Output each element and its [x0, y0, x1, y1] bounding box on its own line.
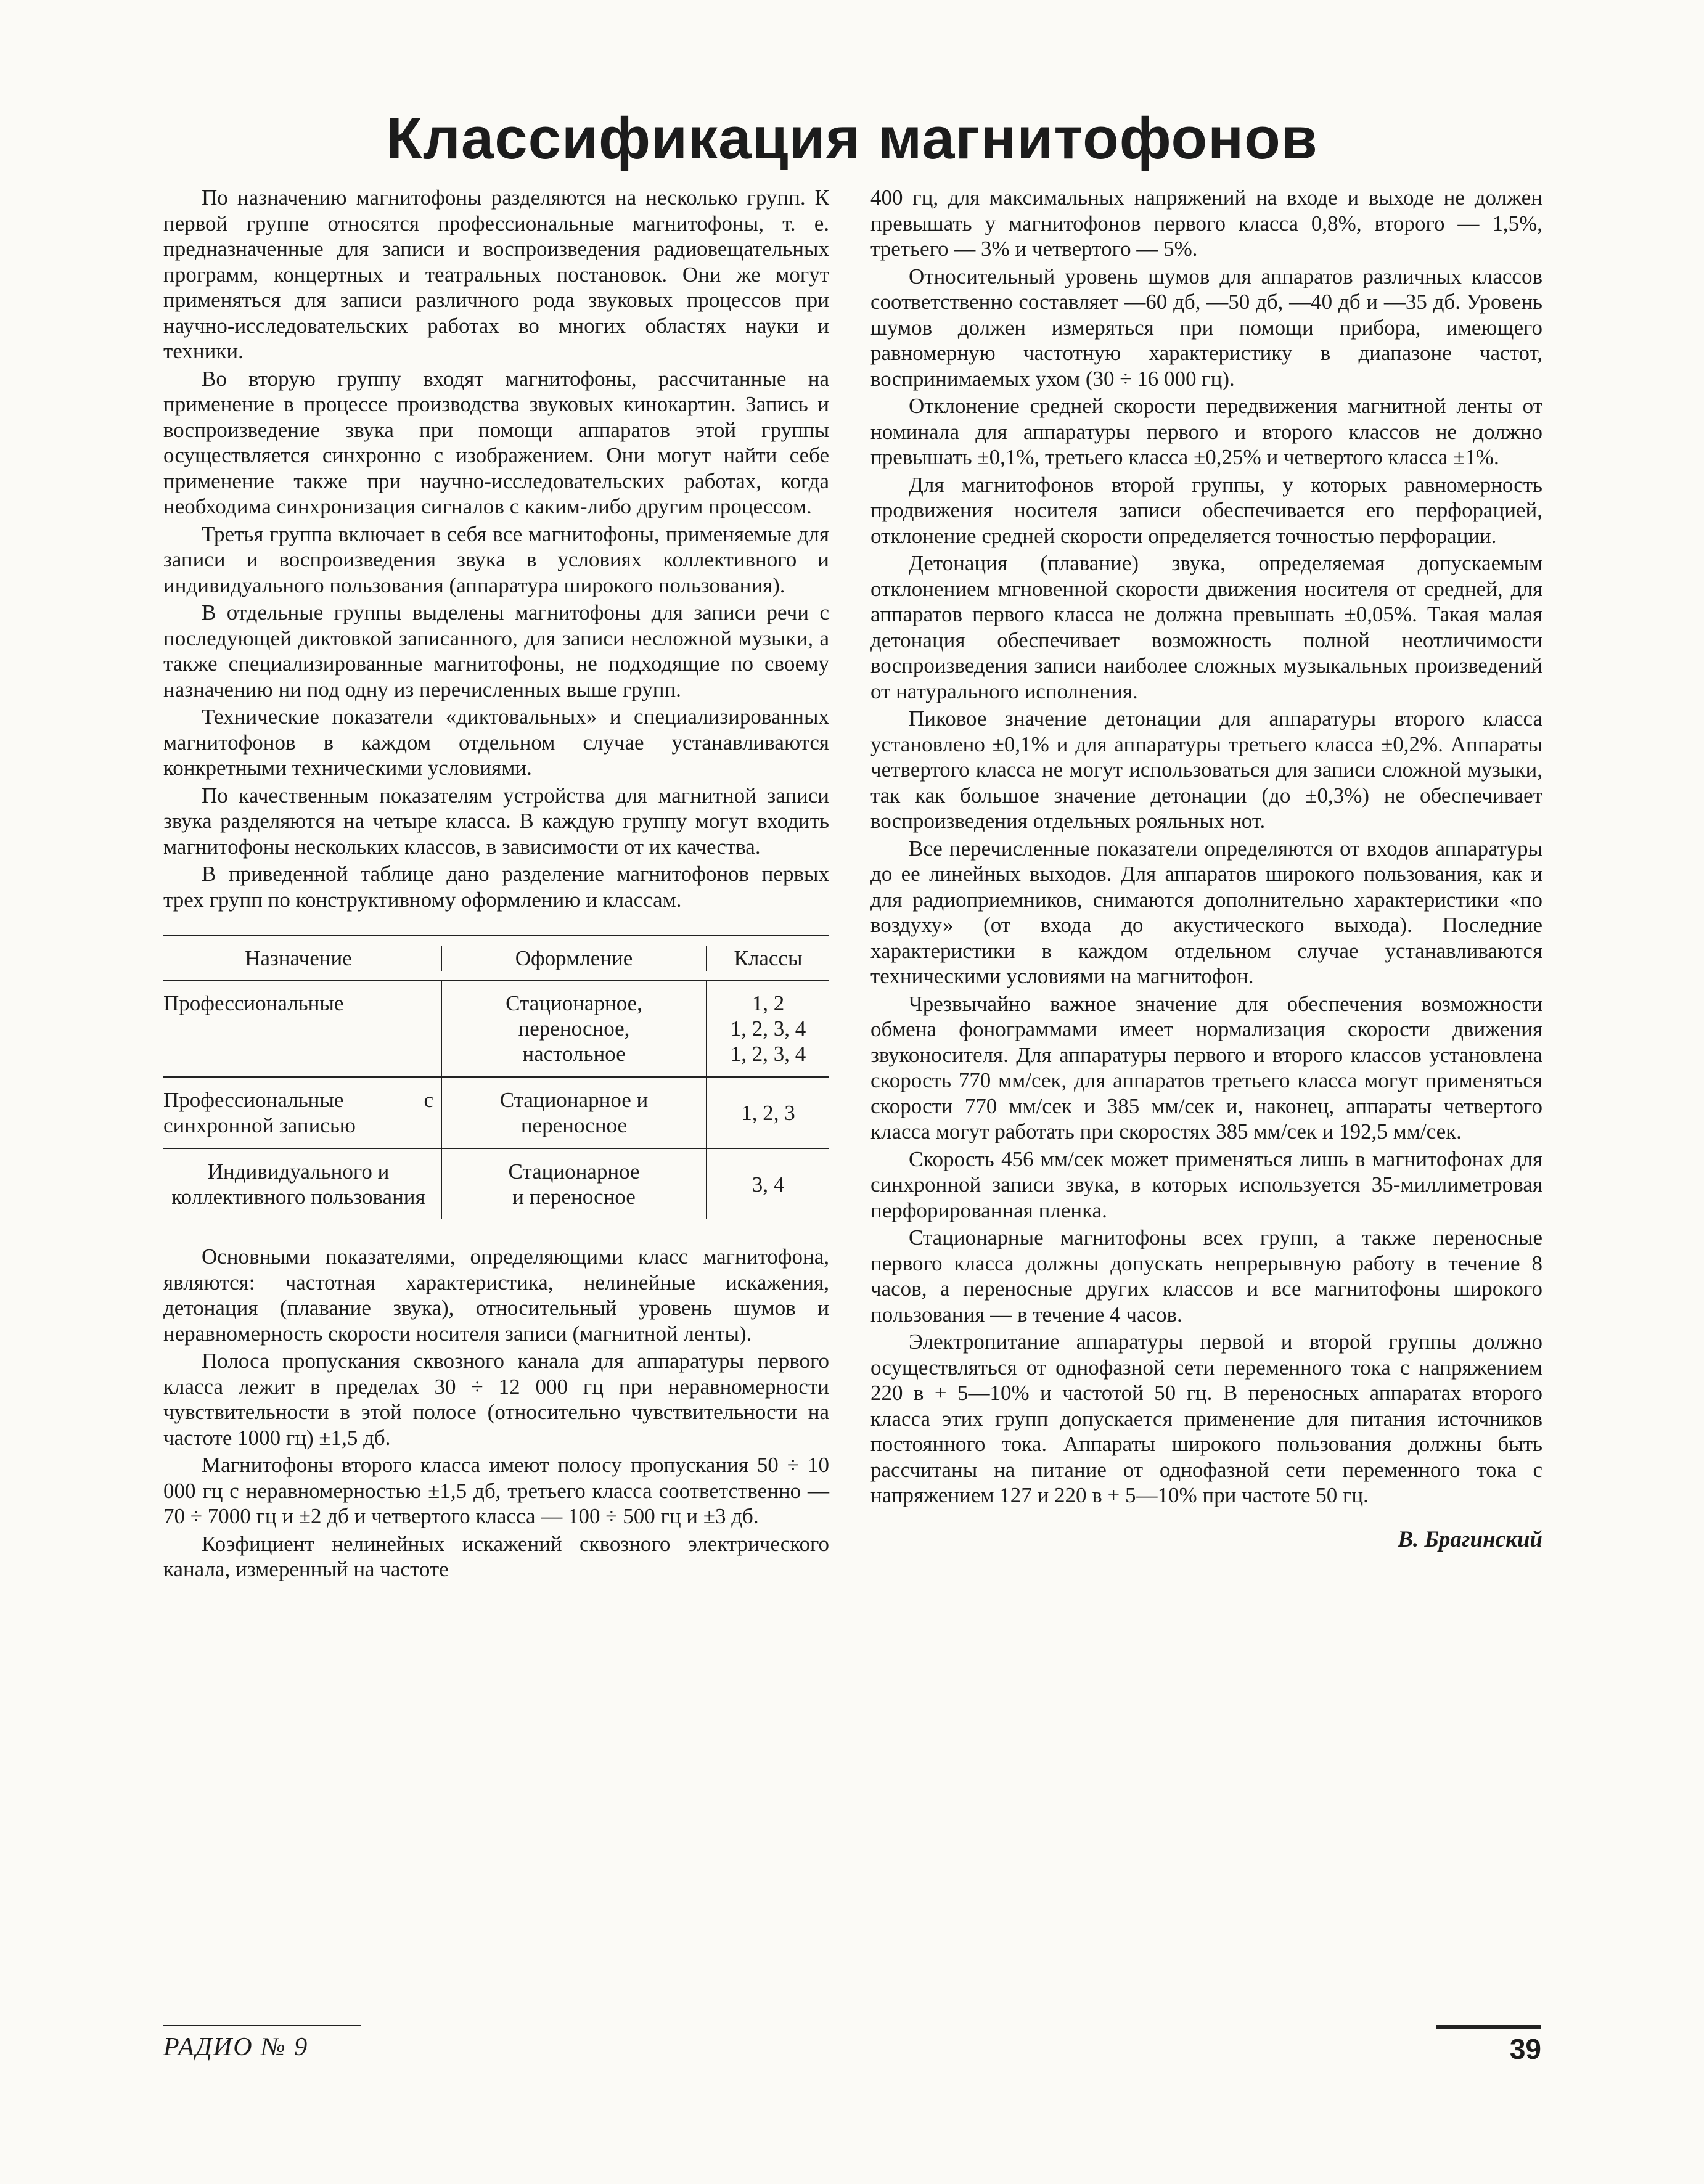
- design-line: Стационарное: [508, 1159, 640, 1184]
- paragraph: По качественным показателям устройства для магнитной записи звука разделяются на четыре класса. В каждую группу могут входить магнитофоны нескольких классов, в зависимости от их качества.: [163, 783, 829, 859]
- design-line: переносное: [520, 1113, 628, 1137]
- paragraph: Технические показатели «диктовальных» и специализированных магнитофонов в каждом отдельном случае устанавливаются конкретными техническими условиями.: [163, 705, 829, 780]
- paragraph: Отклонение средней скорости передвижения магнитной ленты от номинала для аппаратуры первого и второго классов не должно превышать ±0,1%, третьего класса ±0,25% и четвертого класса ±1%.: [870, 394, 1542, 469]
- page-number: 39: [1436, 2025, 1541, 2066]
- cell-design: [441, 1149, 706, 1219]
- cell-design: [441, 981, 706, 1076]
- page-title: Классификация магнитофонов: [386, 105, 1318, 171]
- table-row: [163, 1149, 829, 1219]
- cell-classes: [706, 981, 829, 1076]
- paragraph: Чрезвычайно важное значение для обеспечения возможности обмена фонограммами имеет нормализация скорости движения звуконосителя. Для аппаратуры первого и второго классов установлена скорость 770 мм/сек, для аппаратов третьего класса могут применяться скорости 770 мм/сек и 385 мм/сек и, наконец, аппараты четвертого класса могут работать при скоростях 385 мм/сек и 192,5 мм/сек.: [870, 991, 1542, 1143]
- paragraph: Относительный уровень шумов для аппаратов различных классов соответственно составляет —60 дб, —50 дб, —40 дб и —35 дб. Уровень шумов должен измеряться при помощи прибора, имеющего равномерную частотную характеристику в диапазоне частот, воспринимаемых ухом (30 ÷ 16 000 гц).: [870, 264, 1542, 391]
- paragraph: Третья группа включает в себя все магнитофоны, применяемые для записи и воспроизведения звука в условиях коллективного и индивидуального пользования (аппаратура широкого пользования).: [163, 521, 829, 597]
- paragraph: Полоса пропускания сквозного канала для аппаратуры первого класса лежит в пределах 30 ÷ 12 000 гц при неравномерности чувствительности в этой полосе (относительно чувствительности на частоте 1000 гц) ±1,5 дб.: [163, 1349, 829, 1450]
- cell-classes: [706, 1078, 829, 1148]
- header-classes: Классы: [706, 946, 829, 971]
- design-line: и переносное: [512, 1185, 636, 1209]
- classification-table: [163, 935, 829, 1219]
- author-signature: В. Брагинский: [1398, 1526, 1542, 1552]
- paragraph: Магнитофоны второго класса имеют полосу пропускания 50 ÷ 10 000 гц с неравномерностью ±1,5 дб, третьего класса соответственно — 70 ÷ 7000 гц и ±2 дб и четвертого класса — 100 ÷ 500 гц и ±3 дб.: [163, 1453, 829, 1528]
- design-line: Стационарное и: [499, 1088, 649, 1112]
- cell-purpose: Индивидуального и коллективного пользования: [171, 1159, 425, 1209]
- paragraph: Для магнитофонов второй группы, у которых равномерность продвижения носителя записи обеспечивается его перфорацией, отклонение средней скорости определяется точностью перфорации.: [870, 472, 1542, 548]
- paragraph: 400 гц, для максимальных напряжений на входе и выходе не должен превышать у магнитофонов первого класса 0,8%, второго — 1,5%, третьего — 3% и четвертого — 5%.: [870, 186, 1542, 261]
- header-purpose: Назначение: [245, 946, 352, 970]
- paragraph: Скорость 456 мм/сек может применяться лишь в магнитофонах для синхронной записи звука, в которых используется 35-миллиметровая перфорированная пленка.: [870, 1147, 1542, 1222]
- paragraph: Пиковое значение детонации для аппаратуры второго класса установлено ±0,1% и для аппаратуры третьего класса ±0,2%. Аппараты четвертого класса не могут использоваться для записи сложной музыки, так как большое значение детонации (до ±0,3%) не обеспечивает воспроизведения отдельных рояльных нот.: [870, 706, 1542, 833]
- header-design: Оформление: [441, 946, 706, 971]
- classes-line: 1, 2, 3, 4: [730, 1042, 806, 1066]
- paragraph: Основными показателями, определяющими класс магнитофона, являются: частотная характеристика, нелинейные искажения, детонация (плавание звука), относительный уровень шумов и неравномерность скорости носителя записи (магнитной ленты).: [163, 1245, 829, 1346]
- cell-purpose: Профессиональные: [163, 991, 344, 1015]
- table-row: [163, 981, 829, 1078]
- design-line: переносное,: [518, 1016, 630, 1041]
- magazine-name: РАДИО № 9: [163, 2025, 361, 2062]
- paragraph: В приведенной таблице дано разделение магнитофонов первых трех групп по конструктивному оформлению и классам.: [163, 862, 829, 912]
- paragraph: Электропитание аппаратуры первой и второй группы должно осуществляться от однофазной сети переменного тока с напряжением 220 в + 5—10% и частотой 50 гц. В переносных аппаратах второго класса этих групп допускается применение для питания источников постоянного тока. Аппараты широкого пользования должны быть рассчитаны на питание от однофазной сети переменного тока с напряжением 127 и 220 в + 5—10% при частоте 50 гц.: [870, 1330, 1542, 1507]
- design-line: Стационарное,: [506, 991, 642, 1015]
- design-line: настольное: [522, 1042, 626, 1066]
- paragraph: Детонация (плавание) звука, определяемая допускаемым отклонением мгновенной скорости движения носителя от средней, для аппаратов первого класса не должна превышать ±0,05%. Такая малая детонация обеспечивает возможность полной неотличимости воспроизведения записи наиболее сложных музыкальных произведений от натурального исполнения.: [870, 551, 1542, 703]
- classes-line: 1, 2: [752, 991, 785, 1015]
- paragraph: Коэфициент нелинейных искажений сквозного электрического канала, измеренный на частоте: [163, 1531, 829, 1581]
- paragraph: По назначению магнитофоны разделяются на несколько групп. К первой группе относятся профессиональные магнитофоны, т. е. предназначенные для записи и воспроизведения радиовещательных программ, концертных и театральных постановок. Они же могут применяться для записи различного рода звуковых процессов при научно-исследовательских работах во многих областях науки и техники.: [163, 186, 829, 363]
- left-column: [163, 185, 829, 1584]
- classes-line: 3, 4: [752, 1172, 785, 1196]
- classes-line: 1, 2, 3: [741, 1100, 795, 1125]
- paragraph: Во вторую группу входят магнитофоны, рассчитанные на применение в процессе производства звуковых кинокартин. Запись и воспроизведение звука при помощи аппаратов этой группы осуществляется синхронно с изображением. Они могут найти себе применение также при научно-исследовательских работах, когда необходима синхронизация сигналов с каким-либо другим процессом.: [163, 366, 829, 518]
- cell-classes: [706, 1149, 829, 1219]
- paragraph: Стационарные магнитофоны всех групп, а также переносные первого класса должны допускать непрерывную работу в течение 8 часов, а переносные других классов и все магнитофоны широкого пользования — в течение 4 часов.: [870, 1225, 1542, 1327]
- cell-purpose: Профессиональные с синхронной записью: [163, 1088, 433, 1137]
- cell-design: [441, 1078, 706, 1148]
- classes-line: 1, 2, 3, 4: [730, 1016, 806, 1041]
- table-row: [163, 1078, 829, 1149]
- paragraph: В отдельные группы выделены магнитофоны для записи речи с последующей диктовкой записанного, для записи несложной музыки, а также специализированные магнитофоны, не подходящие по своему назначению ни под одну из перечисленных выше групп.: [163, 600, 829, 701]
- right-column: [870, 185, 1542, 1552]
- paragraph: Все перечисленные показатели определяются от входов аппаратуры до ее линейных выходов. Для аппаратов широкого пользования, как и для радиоприемников, снимаются дополнительно характеристики «по воздуху» (от входа до акустического выхода). Последние характеристики в каждом отдельном случае устанавливаются техническими условиями на магнитофон.: [870, 836, 1542, 988]
- table-header: [163, 936, 829, 981]
